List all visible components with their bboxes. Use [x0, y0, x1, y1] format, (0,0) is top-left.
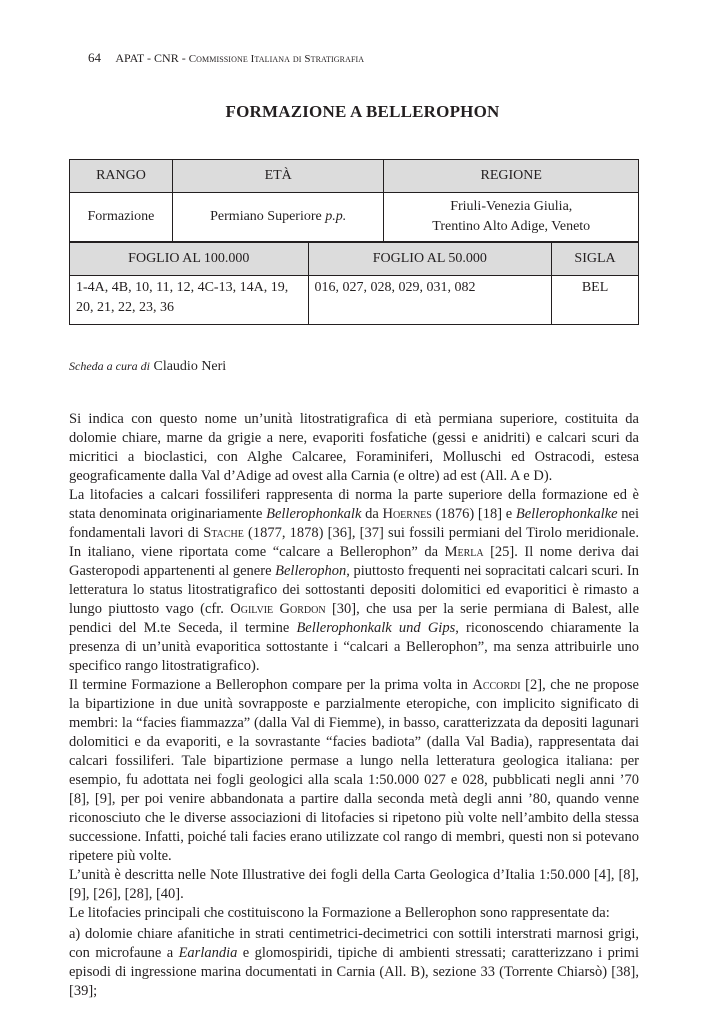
paragraph-3: Il termine Formazione a Bellerophon compare per la prima volta in Accordi [2], che ne propose la bipartizione in due unità sovrapposte e parzialmente eteropiche, con implicito significato di membri: la “facies fiammazza” (dalla Val di Fiemme), in basso, caratterizzata da depositi lagunari dolomitici e da evaporiti, e la sovrastante “facies badiota” (dalla Val Badia), rappresentata dai calcari fossiliferi. Tale bipartizione permase a lungo nella letteratura geologica italiana: per esempio, fu adottata nei fogli geologici alla scala 1:50.000 027 e 028, pubblicati negli anni ’70 [8], [9], per poi venire abbandonata a partire dalla seconda metà degli anni ’80, quando venne riconosciuto che le diverse associazioni di litofacies si ripetono più volte nell’ambito della stessa successione. Infatti, poiché tali facies erano utilizzate col rango di membri, questi non si potevano ripetere più volte. — [69, 677, 639, 864]
header-eta: ETÀ — [172, 160, 384, 193]
cell-rango: Formazione — [70, 193, 173, 242]
paragraph-4: L’unità è descritta nelle Note Illustrative dei fogli della Carta Geologica d’Italia 1:50.000 [4], [8], [9], [26], [28], [40]. — [69, 867, 639, 902]
curator-label: Scheda a cura di — [69, 359, 150, 373]
paragraph-6: a) dolomie chiare afanitiche in strati centimetrici-decimetrici con sottili interstrati marnosi grigi, con microfaune a Earlandia e glomospiridi, tipiche di ambienti stressati; caratterizzano i primi episodi di ingressione marina documentati in Carnia (All. B), sezione 33 (Torrente Chiarsò) [38], [39]; — [69, 926, 639, 999]
cell-foglio-100000: 1-4A, 4B, 10, 11, 12, 4C-13, 14A, 19, 20, 21, 22, 23, 36 — [70, 276, 309, 325]
info-table-2 — [69, 242, 639, 325]
header-regione: REGIONE — [384, 160, 639, 193]
paragraph-1: Si indica con questo nome un’unità litostratigrafica di età permiana superiore, costituita da dolomie chiare, marne da grigie a nere, evaporiti fosfatiche (gessi e anidriti) e calcari scuri da micritici a bioclastici, con Alghe Calcaree, Foraminiferi, Molluschi ed Ostracodi, estesa geograficamente dalla Val d’Adige ad ovest alla Carnia (e oltre) ad est (All. A e D). — [69, 411, 639, 484]
body-text — [69, 410, 639, 1001]
paragraph-5: Le litofacies principali che costituiscono la Formazione a Bellerophon sono rappresentate da: — [69, 905, 610, 921]
page-title: FORMAZIONE A BELLEROPHON — [225, 102, 500, 121]
cell-foglio-50000: 016, 027, 028, 029, 031, 082 — [308, 276, 552, 325]
info-table-1 — [69, 159, 639, 242]
curator-name: Claudio Neri — [153, 359, 227, 374]
header-foglio-100000: FOGLIO AL 100.000 — [70, 243, 309, 276]
cell-sigla: BEL — [552, 276, 639, 325]
running-title-prefix: APAT - CNR - — [115, 51, 189, 65]
page-number: 64 — [88, 50, 101, 65]
running-title: Commissione Italiana di Stratigrafia — [188, 53, 365, 65]
page-header — [88, 50, 364, 67]
header-sigla: SIGLA — [552, 243, 639, 276]
header-foglio-50000: FOGLIO AL 50.000 — [308, 243, 552, 276]
curator-line — [69, 359, 226, 375]
header-rango: RANGO — [70, 160, 173, 193]
cell-eta: Permiano Superiore p.p. — [172, 193, 384, 242]
paragraph-2: La litofacies a calcari fossiliferi rappresenta di norma la parte superiore della formazione ed è stata denominata originariamente Bellerophonkalk da Hoernes (1876) [18] e Bellerophonkalke nei fondamentali lavori di Stache (1877, 1878) [36], [37] sui fossili permiani del Tirolo meridionale. In italiano, viene riportata come “calcare a Bellerophon” da Merla [25]. Il nome deriva dai Gasteropodi appartenenti al genere Bellerophon, piuttosto frequenti nei sopracitati calcari scuri. In letteratura lo status litostratigrafico dei sottostanti depositi dolomitici ed evaporitici è rimasto a lungo piuttosto vago (cfr. Ogilvie Gordon [30], che usa per la serie permiana di Balest, alle pendici del M.te Seceda, il termine Bellerophonkalk und Gips, riconoscendo chiaramente la presenza di un’unità evaporitica sottostante i “calcari a Bellerophon”, ma senza attribuirle uno specifico rango litostratigrafico). — [69, 487, 640, 674]
cell-regione: Friuli-Venezia Giulia, Trentino Alto Adige, Veneto — [384, 193, 639, 242]
